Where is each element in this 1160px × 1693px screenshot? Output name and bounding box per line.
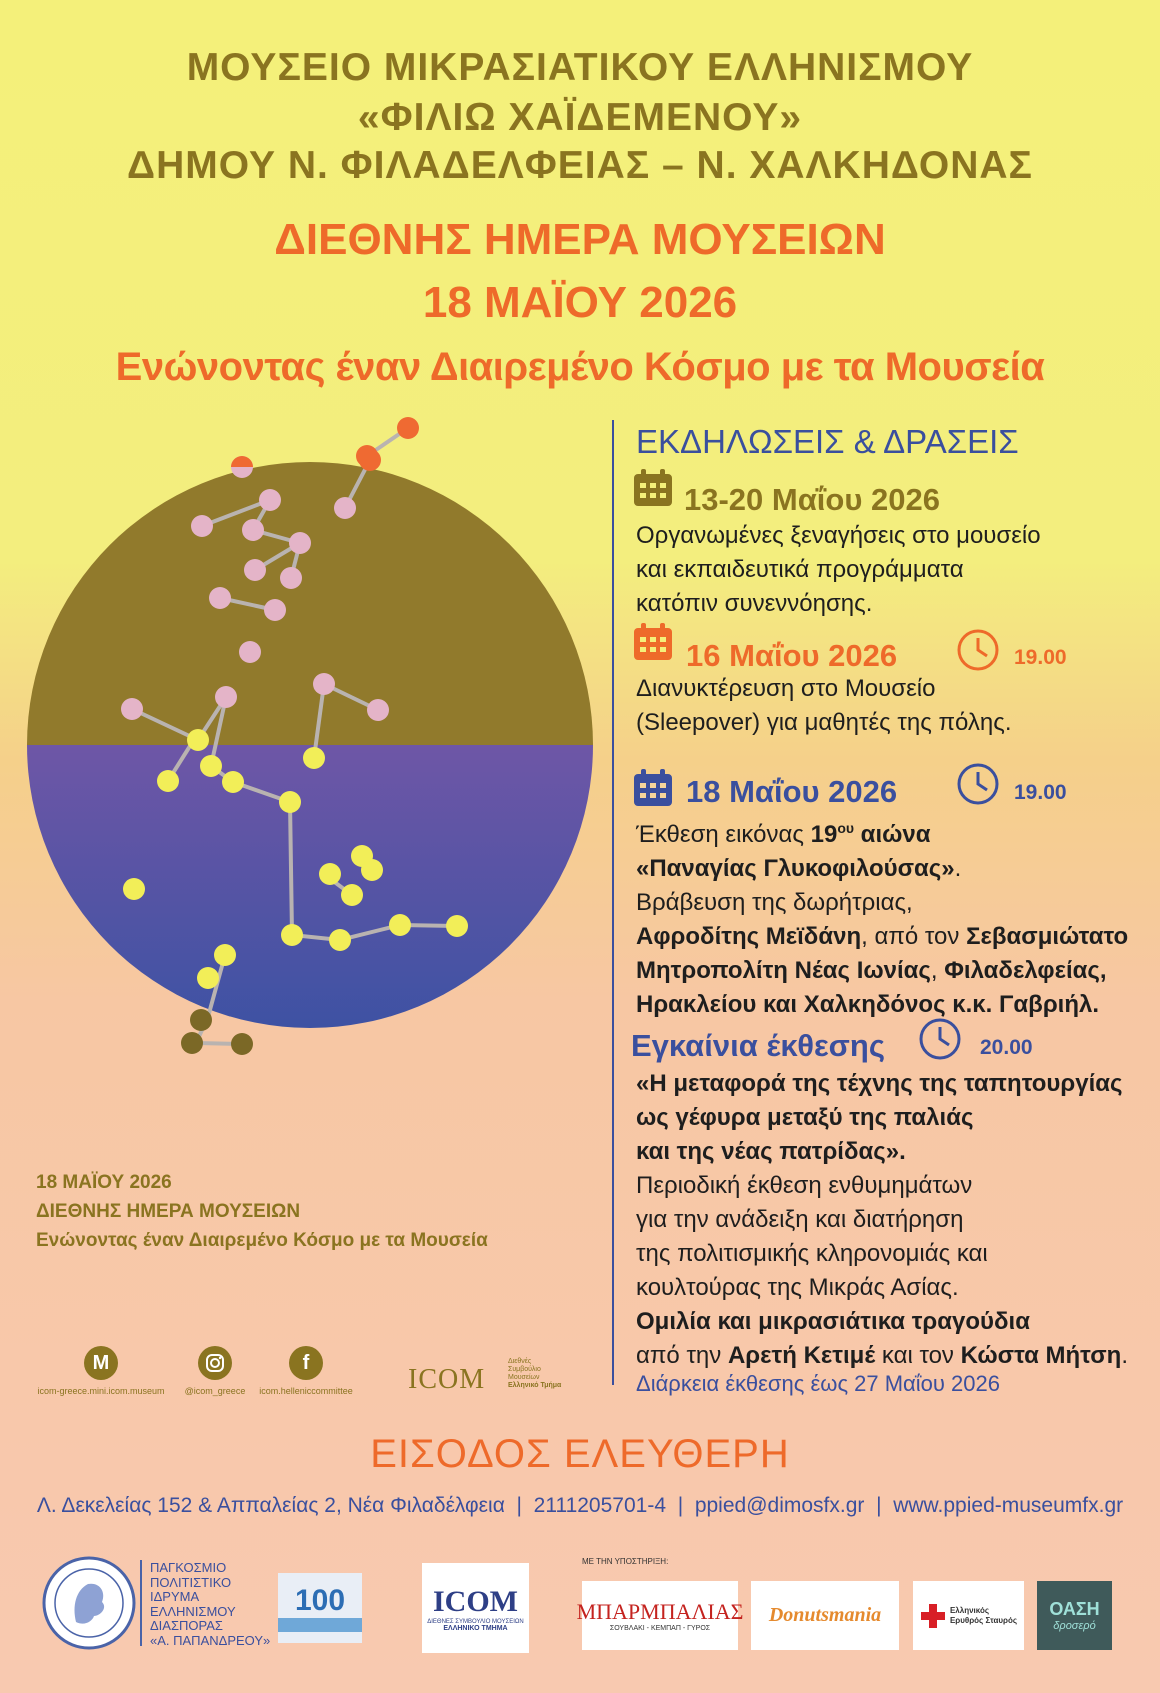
- foundation-divider: [140, 1560, 142, 1646]
- left-caption: 18 ΜΑΪΟΥ 2026 ΔΙΕΘΝΗΣ ΗΜΕΡΑ ΜΟΥΣΕΙΩΝ Ενώνοντας έναν Διαιρεμένο Κόσμο με τα Μουσεία: [36, 1172, 488, 1251]
- clock-icon: [956, 762, 1000, 806]
- museum-name: ΜΟΥΣΕΙΟ ΜΙΚΡΑΣΙΑΤΙΚΟΥ ΕΛΛΗΝΙΣΜΟΥ: [186, 46, 974, 89]
- instagram-link[interactable]: @icom_greece: [180, 1346, 250, 1396]
- calendar-icon: [632, 622, 674, 662]
- event3-time: 19.00: [1014, 781, 1067, 804]
- event-date: 18 ΜΑΪΟΥ 2026: [422, 278, 738, 327]
- event3-description: Έκθεση εικόνας $19^{o\upsilon}$ αιώνα «Παναγίας Γλυκοφιλούσας». Βράβευση της δωρήτριας, Αφροδίτης Μεϊδάνη, από τον Σεβασμιώτατο Μητροπολίτη Νέας Ιωνίας, Φιλαδελφείας, Ηρακλείου και Χαλκηδόνος κ.κ. Γαβριήλ.: [636, 820, 1129, 1018]
- event2-date: 16 Μαΐου 2026: [686, 638, 898, 673]
- calendar-icon: [632, 768, 674, 808]
- centenary-logo: 100: [278, 1573, 362, 1643]
- event3-date: 18 Μαΐου 2026: [686, 774, 898, 809]
- icom-greece-logo: ICOM ΔΙΕΘΝΕΣ ΣΥΜΒΟΥΛΙΟ ΜΟΥΣΕΙΩΝ ΕΛΛΗΝΙΚΟ ΤΜΗΜΑ: [422, 1563, 529, 1653]
- foundation-name: ΠΑΓΚΟΣΜΙΟ ΠΟΛΙΤΙΣΤΙΚΟ ΙΔΡΥΜΑ ΕΛΛΗΝΙΣΜΟΥ ΔΙΑΣΠΟΡΑΣ «Α. ΠΑΠΑΝΔΡΕΟΥ»: [150, 1560, 271, 1648]
- column-divider: [612, 420, 614, 1385]
- website-link[interactable]: www.ppied-museumfx.gr: [893, 1494, 1124, 1517]
- icom-logo: ICOM: [408, 1364, 486, 1395]
- exhibition-duration: Διάρκεια έκθεσης έως 27 Μαΐου 2026: [636, 1371, 1000, 1396]
- calendar-icon: [632, 468, 674, 508]
- globe-constellation-illustration: [0, 400, 620, 1080]
- event-title: ΔΙΕΘΝΗΣ ΗΜΕΡΑ ΜΟΥΣΕΙΩΝ: [274, 215, 886, 264]
- sponsor-oasi-logo: ΟΑΣΗ δροσερό: [1037, 1581, 1112, 1650]
- museum-site-link[interactable]: M icom-greece.mini.icom.museum: [36, 1346, 166, 1396]
- event1-description: Οργανωμένες ξεναγήσεις στο μουσείο και εκπαιδευτικά προγράμματα κατόπιν συνεννόησης.: [636, 522, 1041, 617]
- clock-icon: [918, 1017, 962, 1061]
- event2-time: 19.00: [1014, 646, 1067, 669]
- museum-m-icon: M: [84, 1346, 118, 1380]
- phone[interactable]: 2111205701-4: [533, 1494, 667, 1517]
- free-entry: ΕΙΣΟΔΟΣ ΕΛΕΥΘΕΡΗ: [370, 1432, 790, 1476]
- events-heading: ΕΚΔΗΛΩΣΕΙΣ & ΔΡΑΣΕΙΣ: [636, 423, 1019, 460]
- facebook-icon: f: [289, 1346, 323, 1380]
- sponsor-red-cross-logo: Ελληνικός Ερυθρός Σταυρός: [913, 1581, 1024, 1650]
- clock-icon: [956, 628, 1000, 672]
- instagram-icon: [198, 1346, 232, 1380]
- event2-description: Διανυκτέρευση στο Μουσείο (Sleepover) για μαθητές της πόλης.: [636, 675, 1012, 736]
- opening-title: Εγκαίνια έκθεσης: [631, 1028, 885, 1063]
- event-theme: Ενώνοντας έναν Διαιρεμένο Κόσμο με τα Μουσεία: [115, 345, 1045, 389]
- icom-logo-caption: Διεθνές Συμβούλιο Μουσείων Ελληνικό Τμήμα: [508, 1358, 562, 1389]
- museum-subtitle: «ΦΙΛΙΩ ΧΑΪΔΕΜΕΝΟΥ»: [357, 96, 803, 139]
- opening-description: «Η μεταφορά της τέχνης της ταπητουργίας ως γέφυρα μεταξύ της παλιάς και της νέας πατρίδας». Περιοδική έκθεση ενθυμημάτων για την ανάδειξη και διατήρηση της πολιτισμικής κληρονομιάς και κουλτούρας της Μικράς Ασίας. Ομιλία και μικρασιάτικα τραγούδια από την Αρετή Κετιμέ και τον Κώστα Μήτση.: [636, 1070, 1128, 1369]
- sponsor-donutsmania-logo: Donutsmania: [751, 1581, 899, 1650]
- facebook-link[interactable]: f icom.helleniccommittee: [256, 1346, 356, 1396]
- foundation-coin-logo: [42, 1556, 136, 1650]
- opening-time: 20.00: [980, 1036, 1033, 1059]
- contact-line: Λ. Δεκελείας 152 & Αππαλείας 2, Νέα Φιλαδέλφεια | 2111205701-4 | ppied@dimosfx.gr | www.ppied-museumfx.gr: [36, 1494, 1124, 1517]
- email-link[interactable]: ppied@dimosfx.gr: [694, 1494, 865, 1517]
- event1-date: 13-20 Μαΐου 2026: [684, 482, 940, 517]
- municipality: ΔΗΜΟΥ Ν. ΦΙΛΑΔΕΛΦΕΙΑΣ – Ν. ΧΑΛΚΗΔΟΝΑΣ: [127, 144, 1033, 187]
- support-label: ΜΕ ΤΗΝ ΥΠΟΣΤΗΡΙΞΗ:: [582, 1557, 669, 1566]
- sponsor-barbalias-logo: ΜΠΑΡΜΠΑΛΙΑΣ ΣΟΥΒΛΑΚΙ - ΚΕΜΠΑΠ - ΓΥΡΟΣ: [582, 1581, 738, 1650]
- red-cross-icon: [920, 1603, 946, 1629]
- address: Λ. Δεκελείας 152 & Αππαλείας 2, Νέα Φιλαδέλφεια: [36, 1494, 505, 1517]
